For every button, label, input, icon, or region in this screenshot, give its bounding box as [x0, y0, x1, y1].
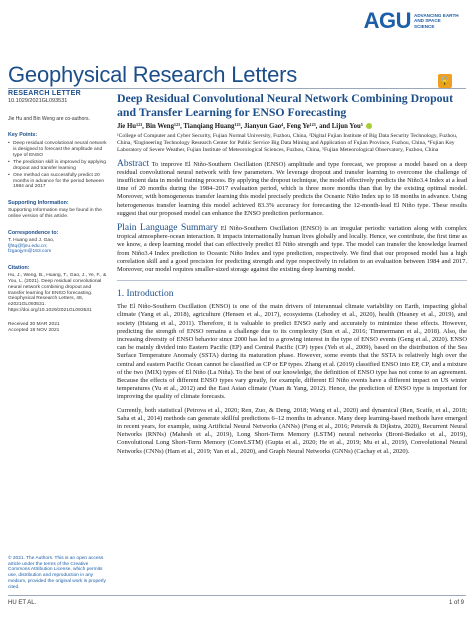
correspondence-email[interactable]: fjhtq@fjnu.edu.cn;	[8, 243, 48, 249]
authors-text: Jie Hu¹²³, Bin Weng¹²³, Tianqiang Huang¹²³, Jianyun Gao⁴, Feng Ye¹²³, and Lijun You⁵	[117, 122, 363, 130]
correspondence-email[interactable]: fzgaojym@163.com	[8, 249, 52, 255]
article-sidebar	[8, 90, 108, 333]
footer-divider	[8, 595, 466, 596]
citation-heading: Citation:	[8, 265, 30, 272]
accepted-date: Accepted 18 NOV 2021	[8, 327, 60, 333]
key-points-list	[8, 141, 108, 190]
key-points-heading: Key Points:	[8, 132, 38, 138]
correspondence-names: T. Huang and J. Gao,	[8, 237, 55, 243]
abstract-section	[117, 160, 467, 218]
paper-title: Deep Residual Convolutional Neural Network Combining Dropout and Transfer Learning for ENSO Forecasting	[117, 91, 454, 119]
author-list	[117, 123, 467, 130]
supporting-heading: Supporting Information:	[8, 200, 69, 207]
section-divider	[117, 280, 467, 281]
license-text[interactable]: © 2021. The Authors. This is an open access article under the terms of the Creative Commons Attribution License, which permits use, distribution and reproduction in any medium, provided the original work is properly cited.	[8, 556, 106, 590]
abstract-text: To improve El Niño-Southern Oscillation (ENSO) amplitude and type forecast, we propose a model based on a deep residual convolutional neural network with few parameters. We leverage dropout and transfer learning to overcome the challenge of insufficient data in model training process. By applying the dropout technique, the model effectively predicts the Niño3.4 Index at a lead time of 20 months during the 1984–2017 evaluation period, which is three more months than that by the existing optimal model. Moreover, with homogeneous transfer learning this model precisely predicts the Oceanic Niño Index up to 18 months in advance. Using heterogeneous transfer learning this model achieved 83.3% accuracy for forecasting the 12-month-lead El Niño type. These results suggest that our proposed model can enhance the ENSO prediction performance.	[117, 160, 467, 217]
plain-language-heading: Plain Language Summary	[117, 223, 218, 234]
introduction-paragraph: The El Niño-Southern Oscillation (ENSO) is one of the main drivers of interannual climate variability on Earth, impacting global climate (Yang et al., 2018), agriculture (Hensen et al., 2017), ecosystems (Lehodey et al., 2020), health (Heaney et al., 2019), and society (Hsiang et al., 2011). Therefore, it is valuable to predict ENSO early and accurately to minimize these effects. However, predicting the strength of ENSO remains a challenge due to its complexity (Sun et al., 2016; Timmermann et al., 2018). Also, the increasing diversity of ENSO behavior since 2000 has led to a growing interest in the type of ENSO events (Geng et al., 2020). ENSO can be mainly divided into Eastern Pacific (EP) and Central Pacific (CP) types (Yeh et al., 2009), based on the distribution of the Sea Surface Temperature Anomaly (SSTA) during its maturation phase. However, some events that the SSTA is relatively high over the central and eastern Pacific Ocean cannot be classified as CP or EP types. Zhang et al. (2019) classified ENSO into EP, CP, and a mixture of the two (MIX) types of El Niño (La Niña). To the best of our knowledge, the definition of ENSO type has not come to an agreement. Because the effects of different ENSO types vary greatly, for example, different El Niño events have a different impact on US winter temperatures (Yu et al., 2012) and the East Asian climate (Yuan & Yang, 2012). Hence, the prediction of ENSO type is important for improving the quality of climate forecasts.	[117, 303, 467, 401]
correspondence-heading: Correspondence to:	[8, 229, 59, 236]
article-type: RESEARCH LETTER	[8, 90, 81, 97]
agu-logo[interactable]	[364, 8, 460, 34]
plain-language-section	[117, 224, 467, 274]
key-point: • Deep residual convolutional neural network is designed to forecast the amplitude and type of ENSO	[8, 141, 108, 158]
article-main	[117, 92, 467, 456]
key-point: • One method can successfully predict 20 months in advance for the period between 1984 and 2017	[8, 173, 108, 190]
agu-tagline: ADVANCING EARTH AND SPACE SCIENCE	[414, 12, 459, 29]
cofirst-note: Jie Hu and Bin Weng are co-authors.	[8, 116, 90, 122]
running-author: HU ET AL.	[8, 600, 37, 606]
citation-text: Hu, J., Weng, B., Huang, T., Gao, J., Ye, F., & You, L. (2021). Deep residual convolutional neural network combining dropout and transfer learning for ENSO forecasting. Geophysical Research Letters, 48, e2021GL093531. https://doi.org/10.1029/2021GL093531	[8, 273, 107, 313]
orcid-icon[interactable]	[366, 123, 372, 129]
received-date: Received 30 MAR 2021	[8, 321, 60, 327]
agu-logo-text: AGU	[363, 8, 411, 33]
plain-language-text: El Niño-Southern Oscillation (ENSO) is an irregular periodic variation along with complex tropical atmosphere-ocean interaction. It impacts internationally human lives globally and locally. Hence, we contribute, the first time as we know, a deep learning model that can effectively predict El Niño strength and type. The model can transfer the knowledge learned from Niño3.4 Index prediction to Oceanic Niño Index and type prediction, respectively. We find that our proposed model has a high correlation skill and a good precision for predicting strength and type respectively in relation to an evaluation between 1984 and 2017. Moreover, our model requires smaller-sized storage against the existing deep learning model.	[117, 225, 467, 274]
affiliations: ¹College of Computer and Cyber Security, Fujian Normal University, Fuzhou, China, ²Digital Fujian Institute of Big Data Security Technology, Fuzhou, China, ³Engineering Technology Research Center for Public Service Big Data Mining and Application of Fujian Province, Fuzhou, China, ⁴Fujian Key Laboratory of Severe Weather, Fujian Institute of Meteorological Sciences, Fuzhou, China, ⁵Fujian Meteorological Observatory, Fuzhou, China	[117, 132, 458, 153]
header-divider	[8, 88, 466, 89]
key-point: • The prediction skill is improved by applying dropout and transfer learning	[8, 160, 108, 172]
article-doi[interactable]: 10.1029/2021GL093531	[8, 98, 68, 104]
journal-title[interactable]: Geophysical Research Letters	[8, 62, 298, 87]
abstract-heading: Abstract	[117, 158, 150, 169]
page-number: 1 of 9	[448, 600, 464, 606]
supporting-text: Supporting Information may be found in the online version of this article.	[8, 208, 102, 219]
introduction-heading: 1. Introduction	[117, 289, 174, 300]
open-access-icon: 🔓	[439, 76, 451, 86]
journal-header	[0, 0, 474, 58]
introduction-paragraph: Currently, both statistical (Petrova et al., 2020; Ren, Zuo, & Deng, 2018; Wang et al., 2020) and dynamical (Ren, Scaife, et al., 2018; Saha et al., 2014) methods can generate skillful predictions 6–12 months in advance. Many deep learning-based methods have emerged in recent years, for example, using Artificial Neural Networks (ANNs) (Feng et al., 2016; Petersik & Dijkstra, 2020), Recurrent Neural Networks (RNNs) (Mahesh et al., 2019), Long Short-Term Memory (LSTM) neural networks (Broni-Bedaiko et al., 2019), Convolutional Long Short-Term Memory (ConvLSTM) (Gupta et al., 2020; He et al., 2019; Mu et al., 2019), Convolutional Neural Networks (CNNs) (Ham et al., 2019; Yan et al., 2020), and Graph Neural Networks (GNNs) (Cachay et al., 2020).	[117, 406, 467, 455]
